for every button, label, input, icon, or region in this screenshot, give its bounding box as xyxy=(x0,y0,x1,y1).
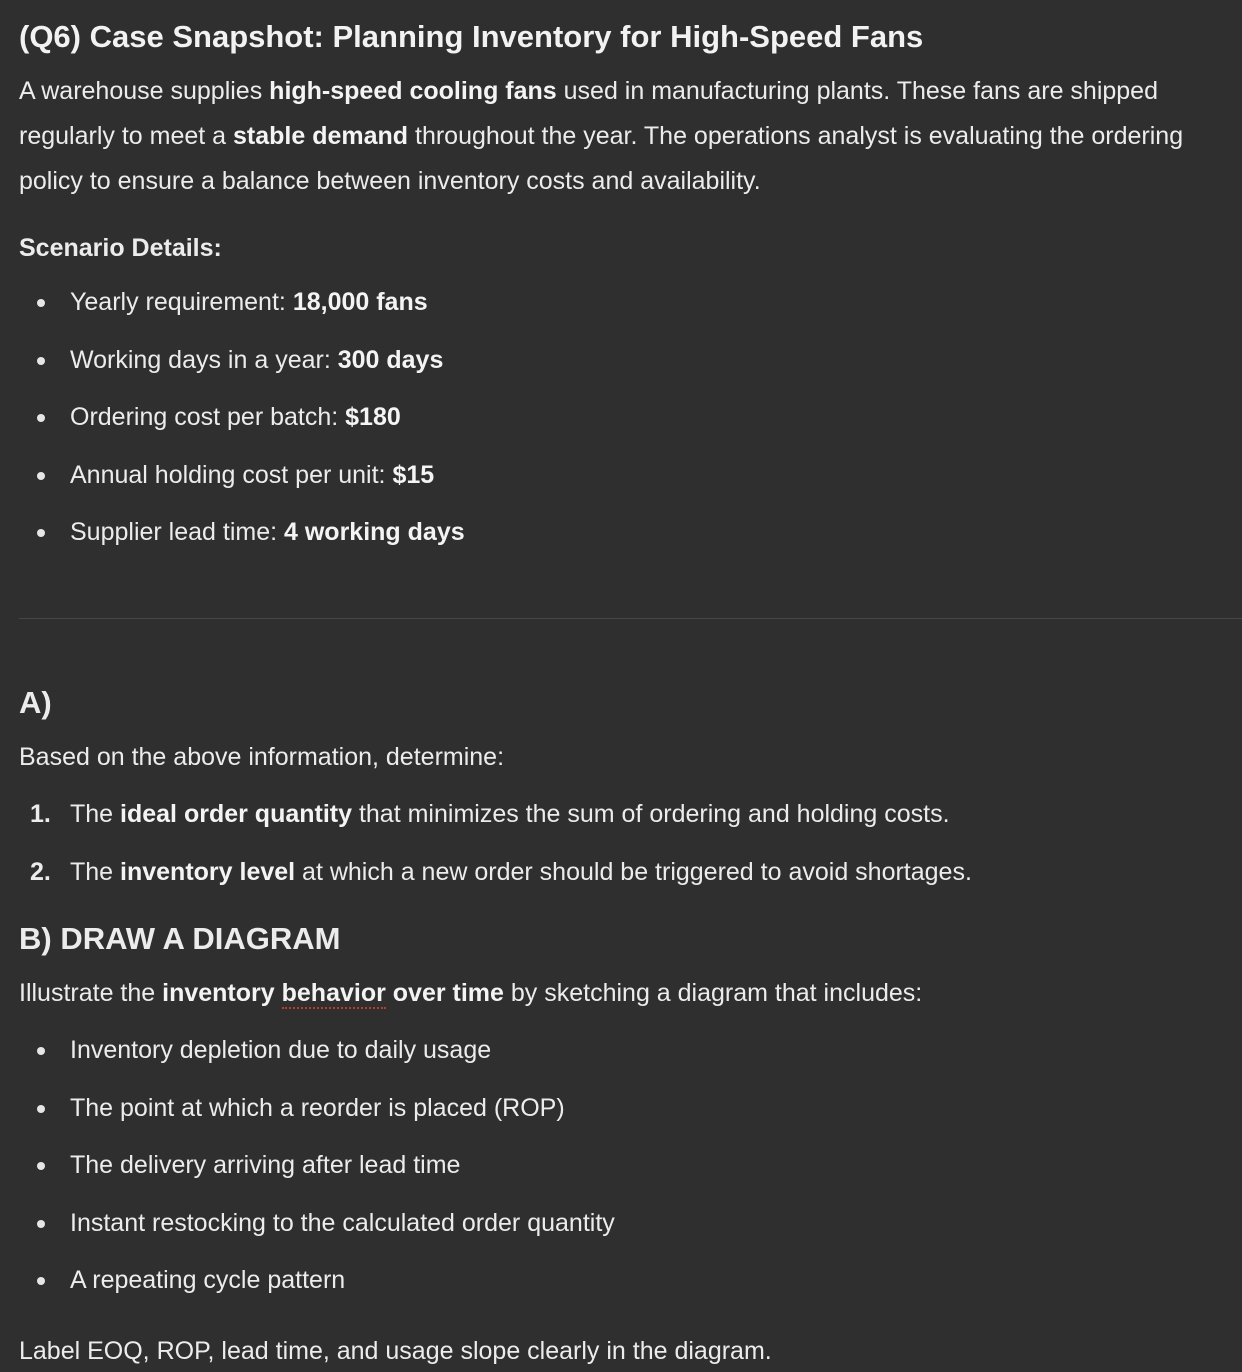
item-number: 2. xyxy=(30,857,51,886)
intro-paragraph xyxy=(19,69,1242,204)
lead-bold: over time xyxy=(385,979,504,1007)
item-label: Ordering cost per batch: xyxy=(70,403,346,432)
list-item xyxy=(19,274,1219,332)
part-a-lead: Based on the above information, determine: xyxy=(19,743,505,771)
list-item xyxy=(19,844,1219,902)
list-item: The delivery arriving after lead time xyxy=(19,1137,1219,1195)
item-bold: ideal order quantity xyxy=(120,800,353,828)
item-text: The xyxy=(70,857,121,886)
intro-text-2: used in manufacturing plants. These fans are shipped regularly to meet a xyxy=(19,77,1158,150)
part-a-list xyxy=(19,786,1219,901)
scenario-heading: Scenario Details: xyxy=(19,234,222,262)
closing-instruction: Label EOQ, ROP, lead time, and usage slope clearly in the diagram. xyxy=(19,1337,772,1365)
part-b-heading: B) DRAW A DIAGRAM xyxy=(19,921,341,956)
section-divider xyxy=(19,618,1242,619)
intro-text-3: throughout the year. The operations analyst is evaluating the ordering policy to ensure a balance between inventory costs and availability. xyxy=(19,122,1184,195)
item-value: 300 days xyxy=(337,345,444,374)
item-label: Supplier lead time: xyxy=(70,518,285,547)
item-label: Yearly requirement: xyxy=(70,288,293,316)
list-item: Instant restocking to the calculated order quantity xyxy=(19,1195,1219,1253)
item-label: Annual holding cost per unit: xyxy=(70,460,393,489)
intro-bold-2: stable demand xyxy=(233,122,409,150)
item-text: The xyxy=(70,800,121,828)
part-a-heading: A) xyxy=(19,685,52,720)
lead-text: Illustrate the xyxy=(19,979,163,1007)
list-item xyxy=(19,389,1219,447)
part-b-lead xyxy=(19,975,922,1011)
item-value: $15 xyxy=(392,460,435,489)
intro-text-1: A warehouse supplies xyxy=(19,77,270,105)
list-item xyxy=(19,786,1219,844)
item-value: $180 xyxy=(345,403,401,432)
spellcheck-word[interactable]: behavior xyxy=(281,979,386,1007)
list-item: The point at which a reorder is placed (ROP) xyxy=(19,1080,1219,1138)
item-bold: inventory level xyxy=(120,857,296,886)
list-item: Inventory depletion due to daily usage xyxy=(19,1022,1219,1080)
lead-bold: inventory xyxy=(162,979,282,1007)
page-title: (Q6) Case Snapshot: Planning Inventory for High-Speed Fans xyxy=(19,19,924,54)
lead-text: by sketching a diagram that includes: xyxy=(503,979,923,1007)
item-label: Working days in a year: xyxy=(70,345,338,374)
list-item xyxy=(19,332,1219,390)
intro-bold-1: high-speed cooling fans xyxy=(269,77,557,105)
list-item xyxy=(19,447,1219,505)
item-number: 1. xyxy=(30,800,51,828)
item-text: at which a new order should be triggered to avoid shortages. xyxy=(295,857,972,886)
list-item: A repeating cycle pattern xyxy=(19,1252,1219,1310)
scenario-list xyxy=(19,274,1219,562)
part-b-list xyxy=(19,1022,1219,1310)
item-value: 18,000 fans xyxy=(292,288,428,316)
list-item xyxy=(19,504,1219,562)
item-text: that minimizes the sum of ordering and holding costs. xyxy=(352,800,950,828)
item-value: 4 working days xyxy=(284,518,465,547)
